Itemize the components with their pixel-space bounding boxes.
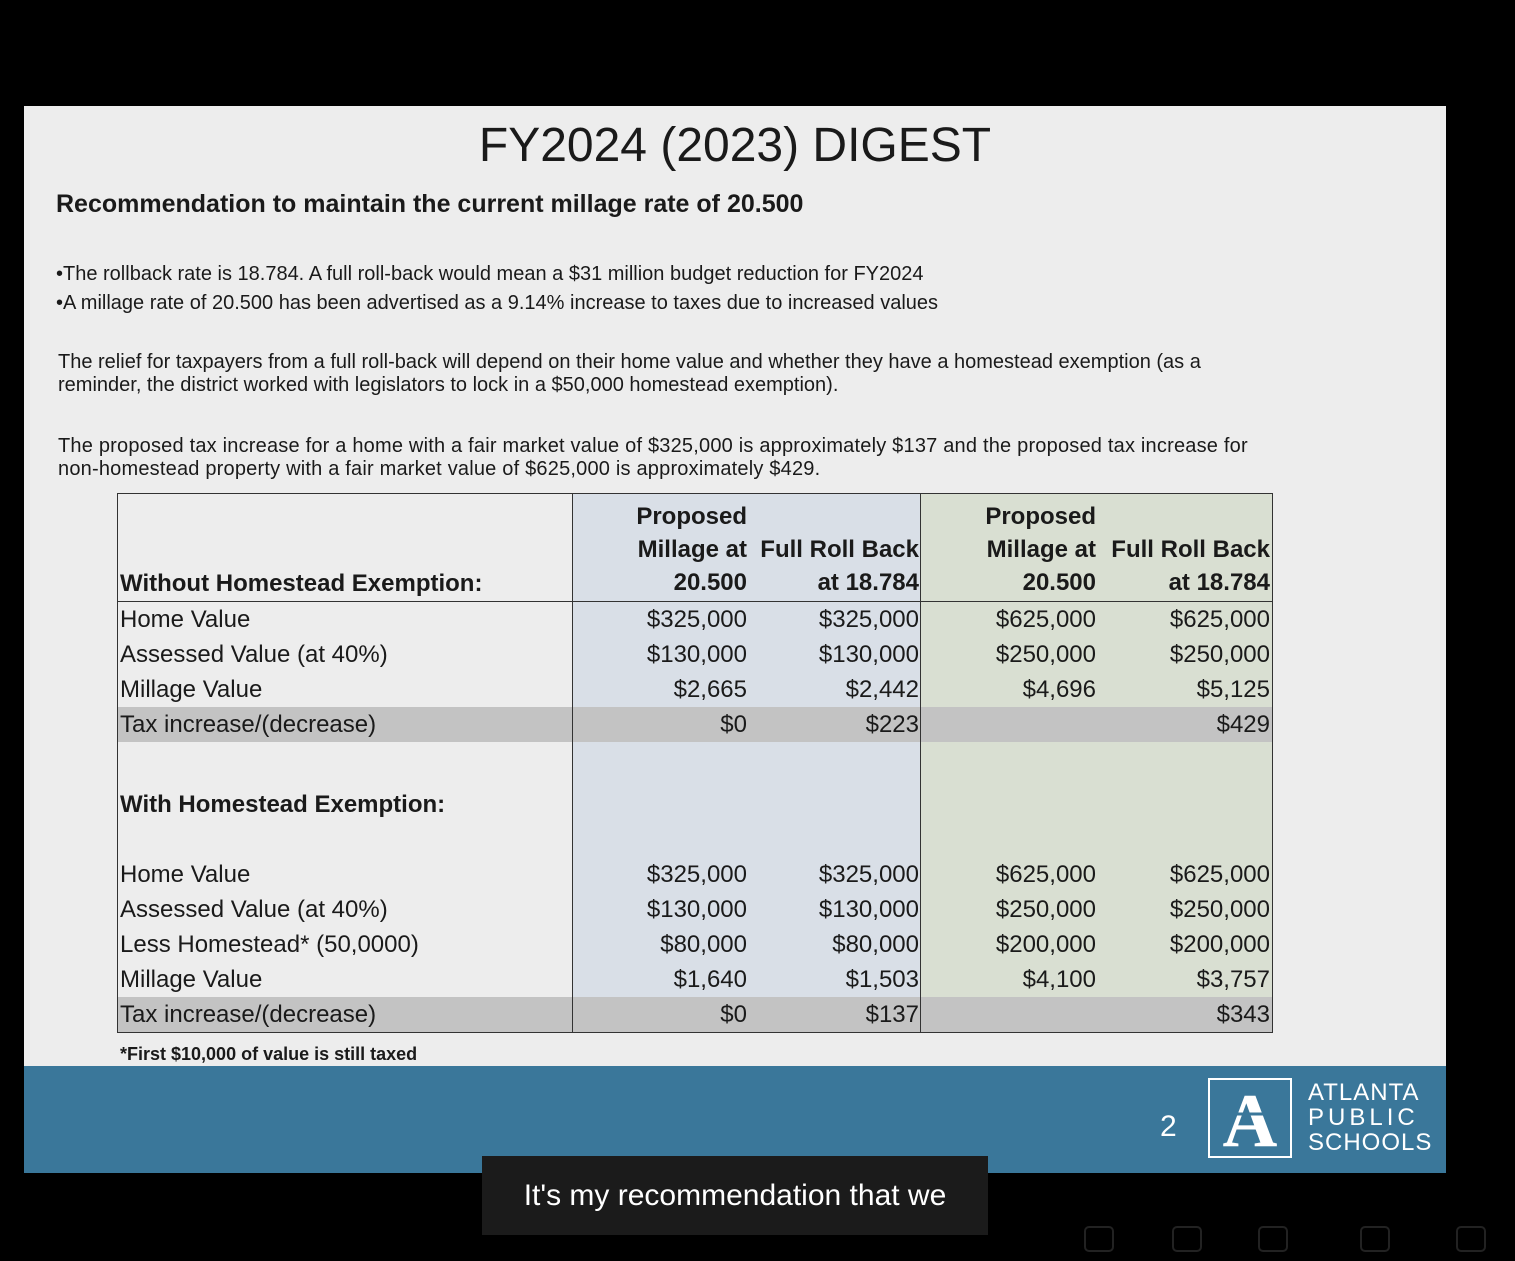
bullet-list [56,260,938,318]
paragraph-line: The relief for taxpayers from a full roll-back will depend on their home value and whether they have a homestead exemption (as a [58,351,1201,373]
paragraph-line: non-homestead property with a fair market value of $625,000 is approximately $429. [58,458,821,480]
fullscreen-icon[interactable] [1456,1226,1486,1252]
table-cell: $0 [720,1001,747,1028]
table-cell: $625,000 [995,861,1096,888]
table-cell: $625,000 [995,606,1096,633]
table-cell: $130,000 [646,896,747,923]
table-cell: $4,696 [1022,676,1096,703]
table-cell: $325,000 [646,606,747,633]
player-controls [1080,1222,1500,1258]
table-cell: $325,000 [818,861,919,888]
page-number: 2 [1160,1110,1177,1143]
table-cell: $1,640 [673,966,747,993]
table-cell: $200,000 [1169,931,1270,958]
row-label: Millage Value [120,966,263,993]
theater-icon[interactable] [1360,1226,1390,1252]
table-cell: $5,125 [1196,676,1270,703]
table-cell: $325,000 [646,861,747,888]
slide-subtitle: Recommendation to maintain the current millage rate of 20.500 [56,190,804,218]
row-label: Assessed Value (at 40%) [120,641,388,668]
paragraph-line: The proposed tax increase for a home with a fair market value of $325,000 is approximately $137 and the proposed tax increase for [58,435,1248,457]
row-label: Less Homestead* (50,0000) [120,931,419,958]
table-cell: $250,000 [1169,896,1270,923]
millage-table [117,493,1273,1033]
row-label: Home Value [120,606,251,633]
table-cell: $223 [865,711,919,738]
section-label: With Homestead Exemption: [120,791,446,818]
row-label: Tax increase/(decrease) [120,1001,377,1028]
relief-paragraph [58,351,1358,397]
column-header: Full Roll Back at 18.784 [760,536,919,596]
table-cell: $130,000 [818,641,919,668]
slide-title: FY2024 (2023) DIGEST [478,119,992,172]
bullet-item: •The rollback rate is 18.784. A full roll-back would mean a $31 million budget reduction for FY2024 [56,263,924,285]
tax-increase-paragraph [58,435,1358,481]
table-cell: $4,100 [1022,966,1096,993]
table-cell: $130,000 [646,641,747,668]
table-cell: $625,000 [1169,861,1270,888]
bullet-item: •A millage rate of 20.500 has been advertised as a 9.14% increase to taxes due to increased values [56,292,939,314]
paragraph-line: reminder, the district worked with legislators to lock in a $50,000 homestead exemption). [58,374,839,396]
table-cell: $625,000 [1169,606,1270,633]
table-cell: $250,000 [995,896,1096,923]
section-label: Without Homestead Exemption: [120,570,483,597]
footnote: *First $10,000 of value is still taxed [120,1044,418,1064]
table-cell: $0 [720,711,747,738]
table-cell: $3,757 [1196,966,1270,993]
captions-icon[interactable] [1084,1226,1114,1252]
table-cell: $137 [865,1001,919,1028]
table-cell: $2,665 [673,676,747,703]
table-cell: $429 [1216,711,1270,738]
column-header: Proposed Millage at 20.500 [985,503,1096,596]
row-label: Assessed Value (at 40%) [120,896,388,923]
video-caption: It's my recommendation that we [482,1156,988,1235]
row-label: Millage Value [120,676,263,703]
table-cell: $130,000 [818,896,919,923]
row-label: Tax increase/(decrease) [120,711,377,738]
miniplayer-icon[interactable] [1258,1226,1288,1252]
presentation-slide [24,106,1446,1173]
table-cell: $200,000 [995,931,1096,958]
column-header: Full Roll Back at 18.784 [1111,536,1270,596]
logo-wordmark: ATLANTA PUBLIC SCHOOLS [1308,1079,1433,1156]
table-cell: $250,000 [1169,641,1270,668]
table-cell: $343 [1216,1001,1270,1028]
row-label: Home Value [120,861,251,888]
column-header: Proposed Millage at 20.500 [636,503,747,596]
table-cell: $1,503 [845,966,919,993]
settings-icon[interactable] [1172,1226,1202,1252]
svg-text:A: A [1222,1080,1278,1156]
aps-logo-icon [1208,1078,1292,1158]
table-cell: $250,000 [995,641,1096,668]
table-cell: $325,000 [818,606,919,633]
table-cell: $2,442 [845,676,919,703]
table-cell: $80,000 [660,931,747,958]
table-cell: $80,000 [832,931,919,958]
